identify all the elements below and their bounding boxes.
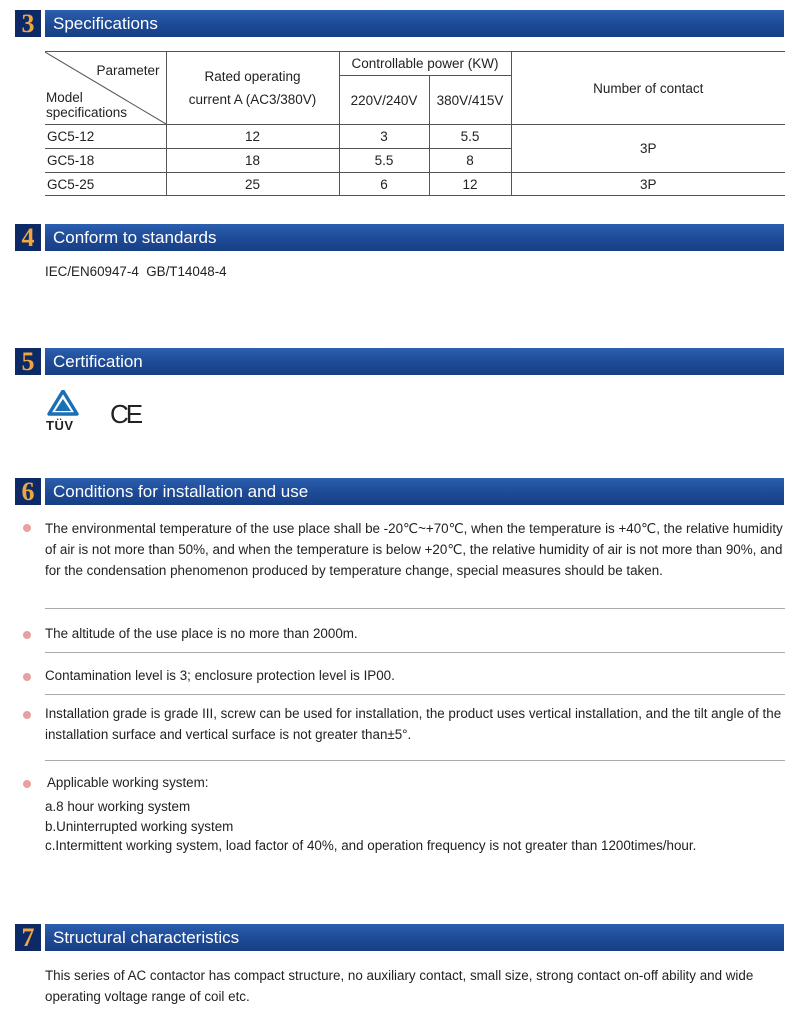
condition-text: Installation grade is grade III, screw can be used for installation, the product uses vertical installation, and the tilt angle of the installation surface and vertical surface is not greater than±5°.	[45, 706, 782, 742]
structural-text: This series of AC contactor has compact structure, no auxiliary contact, small size, strong contact on-off ability and wide operating voltage range of coil etc.	[45, 968, 754, 1004]
condition-text: The environmental temperature of the use place shall be -20℃~+70℃, when the temperature is +40℃, the relative humidity of air is not more than 50%, and when the temperature is below +20℃, the relative humidity of air is not more than 90%, and for the condensation phenomenon produced by temperature change, special measures should be taken.	[45, 521, 783, 578]
divider	[45, 608, 785, 609]
power-220-cell: 3	[339, 125, 429, 149]
section-title: Conform to standards	[45, 224, 784, 251]
section-number: 4	[15, 224, 41, 251]
divider	[45, 694, 785, 695]
model-cell: GC5-18	[45, 149, 166, 173]
power-380-cell: 5.5	[429, 125, 511, 149]
contact-header: Number of contact	[511, 52, 785, 125]
tuv-certification-logo	[46, 390, 86, 436]
power-380-cell: 8	[429, 149, 511, 173]
model-cell: GC5-25	[45, 173, 166, 196]
section-header-structural	[15, 924, 784, 951]
rated-current-header	[166, 52, 339, 125]
voltage-header-380: 380V/415V	[429, 76, 511, 125]
section-header-specifications	[15, 10, 784, 37]
model-cell: GC5-12	[45, 125, 166, 149]
section-title: Specifications	[45, 10, 784, 37]
tuv-label: TÜV	[46, 418, 74, 433]
model-label-line1: Model	[46, 90, 83, 105]
bullet-dot-icon	[23, 631, 31, 639]
condition-text: The altitude of the use place is no more than 2000m.	[45, 626, 358, 641]
working-system-item: c.Intermittent working system, load factor of 40%, and operation frequency is not greater than 1200times/hour.	[45, 838, 697, 853]
divider	[45, 760, 785, 761]
power-220-cell: 5.5	[339, 149, 429, 173]
section-header-conditions	[15, 478, 784, 505]
contact-cell-merged: 3P	[511, 125, 785, 173]
current-cell: 12	[166, 125, 339, 149]
section-number: 7	[15, 924, 41, 951]
rated-header-line1: Rated operating	[204, 69, 301, 84]
specifications-table	[45, 51, 785, 196]
bullet-dot-icon	[23, 711, 31, 719]
condition-text: Contamination level is 3; enclosure protection level is IP00.	[45, 668, 395, 683]
bullet-dot-icon	[23, 524, 31, 532]
table-row	[45, 173, 785, 196]
section-number: 5	[15, 348, 41, 375]
section-number: 6	[15, 478, 41, 505]
standards-text: IEC/EN60947-4 GB/T14048-4	[45, 264, 227, 279]
model-label-line2: specifications	[46, 105, 128, 120]
bullet-dot-icon	[23, 780, 31, 788]
current-cell: 18	[166, 149, 339, 173]
section-number: 3	[15, 10, 41, 37]
power-380-cell: 12	[429, 173, 511, 196]
working-system-item: a.8 hour working system	[45, 799, 191, 814]
section-title: Conditions for installation and use	[45, 478, 784, 505]
section-title: Structural characteristics	[45, 924, 784, 951]
table-row	[45, 125, 785, 149]
working-system-title: Applicable working system:	[47, 775, 209, 790]
current-cell: 25	[166, 173, 339, 196]
voltage-header-220: 220V/240V	[339, 76, 429, 125]
power-220-cell: 6	[339, 173, 429, 196]
working-system-list	[45, 797, 785, 856]
section-header-standards	[15, 224, 784, 251]
divider	[45, 652, 785, 653]
parameter-label: Parameter	[96, 63, 160, 78]
model-spec-label	[46, 90, 127, 120]
ce-certification-mark: CE	[110, 399, 141, 429]
rated-header-line2: current A (AC3/380V)	[188, 92, 317, 107]
section-title: Certification	[45, 348, 784, 375]
bullet-dot-icon	[23, 673, 31, 681]
working-system-item: b.Uninterrupted working system	[45, 818, 234, 834]
tuv-triangle-icon	[46, 390, 86, 420]
table-corner-header	[45, 52, 166, 125]
section-header-certification	[15, 348, 784, 375]
contact-cell: 3P	[511, 173, 785, 196]
controllable-power-header: Controllable power (KW)	[339, 52, 511, 76]
